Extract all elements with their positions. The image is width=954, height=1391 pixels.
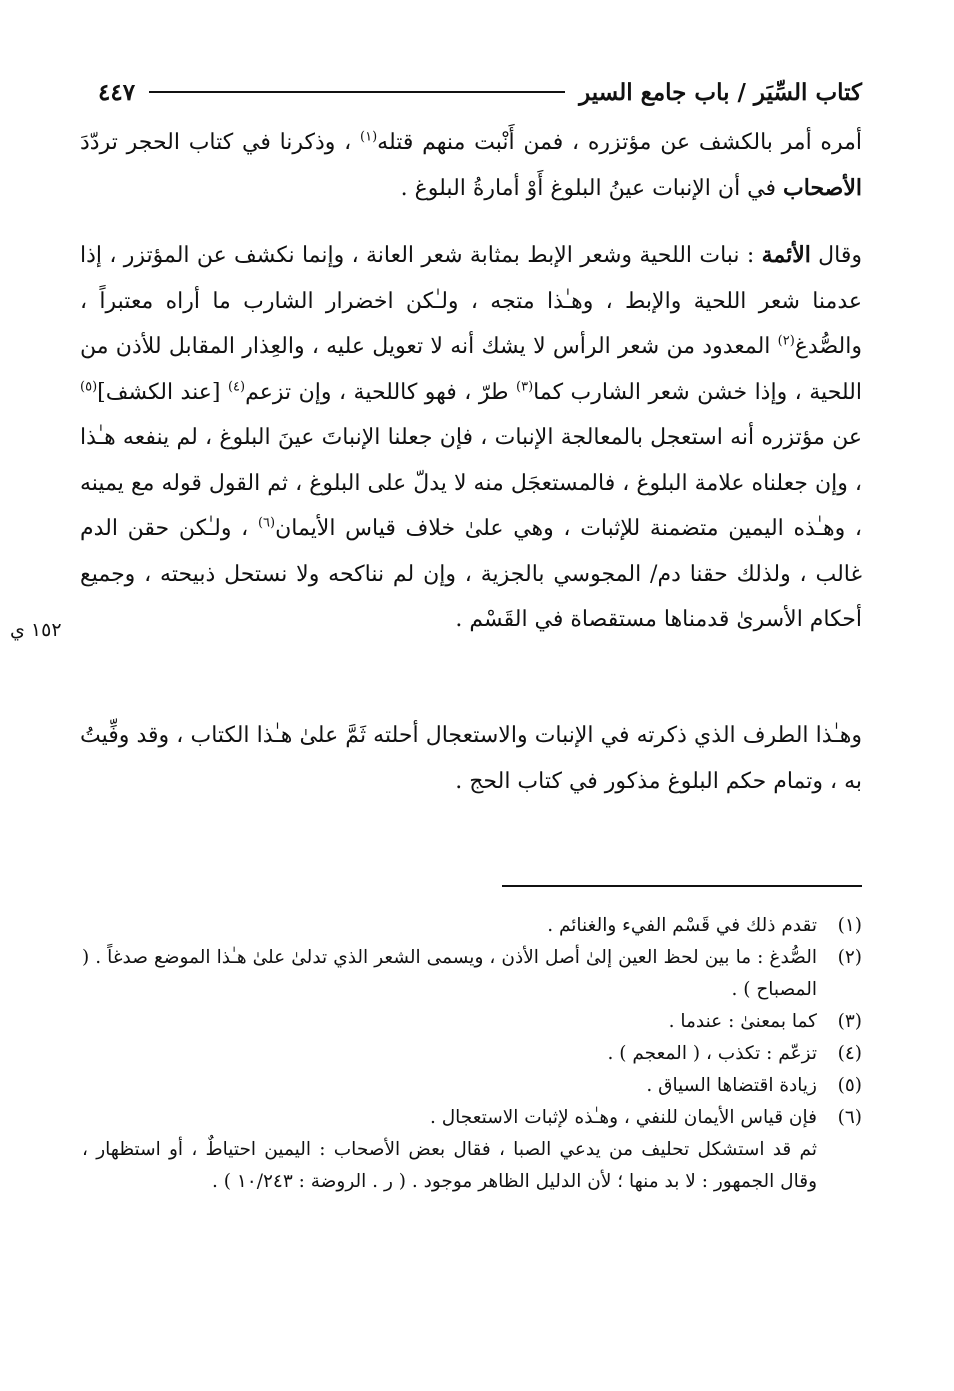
p1-text-2: ، وذكرنا في كتاب الحجر تردّدَ [80,130,361,155]
p2-text-a: وقال [810,243,862,268]
paragraph-3: وهـٰذا الطرف الذي ذكرته في الإنبات والاستعجال أحلته ثَمَّ علىٰ هـٰذا الكتاب ، وقد وفِّيتُ به ، وتمام حكم البلوغ مذكور في كتاب الحج . [80,723,862,794]
p2-text-c: المعدود من شعر الرأس لا يشك أنه لا تعويل عليه ، والعِذار المقابل للأذن من اللحية ، وإذا خشن شعر الشارب كما [80,334,862,405]
footnote-text: كما بمعنىٰ : عندما . [668,1011,817,1032]
p2-bold-term: الأئمة [761,242,811,268]
footnote-item [82,1006,862,1038]
footnote-ref-2[interactable]: (٢) [777,333,795,349]
p2-text-d: طرّ ، فهو كاللحية ، وإن تزعم [245,379,516,405]
footnotes-section [82,910,862,1198]
paragraph-2 [80,233,862,643]
footnote-number: (٦) [837,1107,862,1128]
footnote-number: (٤) [837,1043,862,1064]
footnote-separator [502,885,862,887]
p2-text-f: عن مؤتزره أنه استعجل بالمعالجة الإنبات ، فإن جعلنا الإنباتَ عينَ البلوغ ، لم ينفعه هـٰذا ، وإن جعلناه علامة البلوغ ، فالمستعجَل منه لا يدلّ على البلوغ ، ثم القول قوله مع يمينه ، وهـٰذه اليمين متضمنة للإثبات ، وهي علىٰ خلاف قياس الأيمان [80,425,863,541]
footnote-number: (٥) [837,1075,862,1096]
p2-text-g: ، ولـٰكن حقن الدم غالب ، ولذلك حقنا دم/ المجوسي بالجزية ، وإن لم نناكحه ولا نستحل ذبيحته ، وجميع أحكام الأسرىٰ قدمناها مستقصاة في القَسْم . [80,516,862,632]
footnote-ref-1[interactable]: (١) [360,129,378,145]
p1-bold-term: الأصحاب [783,174,862,201]
footnote-text: تزعّم : تكذب ، ( المعجم ) . [607,1043,817,1064]
footnote-text: تقدم ذلك في قَسْم الفيء والغنائم . [547,915,817,936]
footnote-number: (١) [837,915,862,936]
p2-text-b: : نبات اللحية وشعر الإبط بمثابة شعر العانة ، وإنما نكشف عن المؤتزر ، إذا عدمنا شعر اللحية والإبط ، وهـٰذا متجه ، ولـٰكن اخضرار الشارب ما أراه معتبراً ، والصُّدغ [80,243,862,359]
footnote-number: (٣) [837,1011,862,1032]
footnote-item [82,1102,862,1134]
paragraph-1 [80,120,862,211]
footnote-text: فإن قياس الأيمان للنفي ، وهـٰذه لإثبات الاستعجال . [429,1107,817,1128]
chapter-title: كتاب السِّيَر / باب جامع السير [579,78,862,106]
header-rule [149,91,565,93]
footnote-text: زيادة اقتضاها السياق . [646,1075,817,1096]
p2-text-e: [عند الكشف] [97,379,228,405]
manuscript-folio-marker: ١٥٢ ي [10,619,62,641]
footnote-ref-4[interactable]: (٤) [227,379,246,395]
footnote-ref-3[interactable]: (٣) [516,379,534,395]
footnote-continuation: ثم قد استشكل تحليف من يدعي الصبا ، فقال بعض الأصحاب : اليمين احتياطٌ ، أو استظهار ، وقال الجمهور : لا بد منها ؛ لأن الدليل الظاهر موجود . ( ر . الروضة : ١٠/٢٤٣ ) . [82,1139,817,1192]
running-header [98,72,862,112]
footnote-ref-6[interactable]: (٦) [257,515,276,531]
footnote-item [82,942,862,1006]
p1-text-1: أمره أمر بالكشف عن مؤتزره ، فمن أَنْبت منهم قتله [377,130,862,155]
footnote-item [82,910,862,942]
footnote-text: الصُّدغ : ما بين لحظ العين إلىٰ أصل الأذن ، ويسمى الشعر الذي تدلىٰ علىٰ هـٰذا الموضع صدغاً . ( المصباح ) . [82,947,817,1000]
p1-text-3: في أن الإنبات عينُ البلوغ أَوْ أمارةُ البلوغ . [400,175,784,201]
footnote-ref-5[interactable]: (٥) [80,379,98,395]
footnote-item [82,1070,862,1102]
footnote-number: (٢) [837,947,862,968]
footnote-item [82,1038,862,1070]
page-number: ٤٤٧ [98,78,136,106]
